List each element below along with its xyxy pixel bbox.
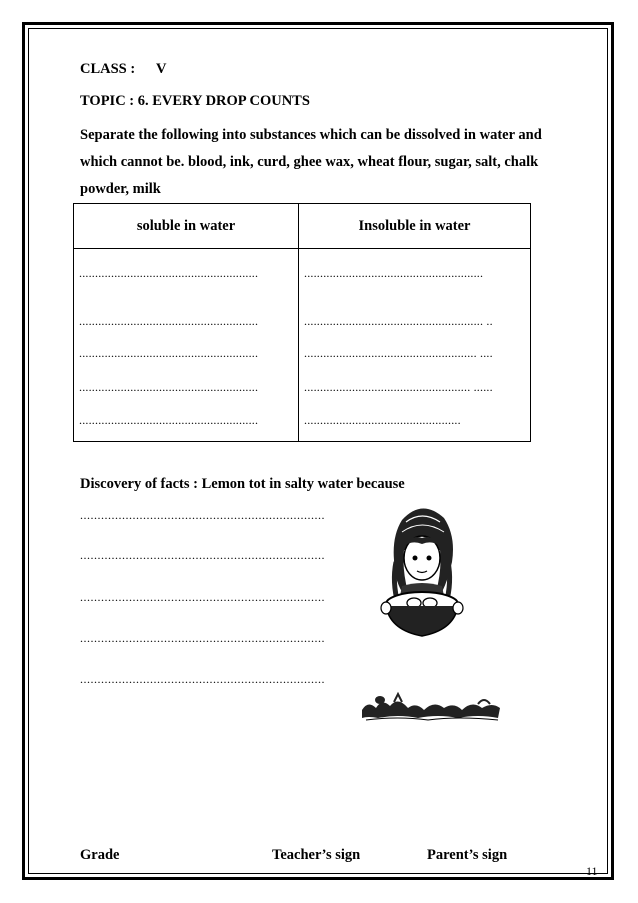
grade-label: Grade: [80, 847, 120, 863]
answer-line[interactable]: ......................................................................: [80, 508, 325, 522]
answer-line[interactable]: ......................................................................: [80, 548, 325, 562]
discovery-title: Discovery of facts : Lemon tot in salty water because: [80, 476, 405, 492]
class-value: V: [156, 61, 167, 77]
sorting-table: [73, 203, 531, 442]
answer-line[interactable]: ........................................................: [304, 266, 484, 280]
answer-line[interactable]: ...................................................... ....: [304, 346, 493, 360]
class-label: CLASS :: [80, 61, 136, 77]
soluble-column: [74, 249, 299, 442]
answer-line[interactable]: ........................................................: [79, 413, 259, 427]
answer-line[interactable]: ........................................................ ..: [304, 314, 493, 328]
header-insoluble: Insoluble in water: [299, 204, 531, 249]
water-sketch-illustration: [358, 690, 504, 724]
parent-sign-label: Parent’s sign: [427, 847, 508, 863]
answer-line[interactable]: ........................................................: [79, 380, 259, 394]
teacher-sign-label: Teacher’s sign: [272, 847, 361, 863]
answer-line[interactable]: ......................................................................: [80, 672, 325, 686]
answer-line[interactable]: .................................................: [304, 413, 461, 427]
answer-line[interactable]: ........................................................: [79, 346, 259, 360]
girl-with-bowl-illustration: [372, 500, 472, 642]
page-number: 11: [586, 864, 598, 878]
header-soluble: soluble in water: [74, 204, 299, 249]
answer-line[interactable]: ......................................................................: [80, 590, 325, 604]
instruction-text: Separate the following into substances which can be dissolved in water and which cannot be. blood, ink, curd, ghee wax, wheat flour, sugar, salt, chalk powder, milk: [80, 127, 542, 197]
answer-line[interactable]: .................................................... ......: [304, 380, 493, 394]
topic-heading: TOPIC : 6. EVERY DROP COUNTS: [80, 93, 310, 109]
answer-line[interactable]: ......................................................................: [80, 631, 325, 645]
answer-line[interactable]: ........................................................: [79, 266, 259, 280]
answer-line[interactable]: ........................................................: [79, 314, 259, 328]
insoluble-column: [299, 249, 531, 442]
